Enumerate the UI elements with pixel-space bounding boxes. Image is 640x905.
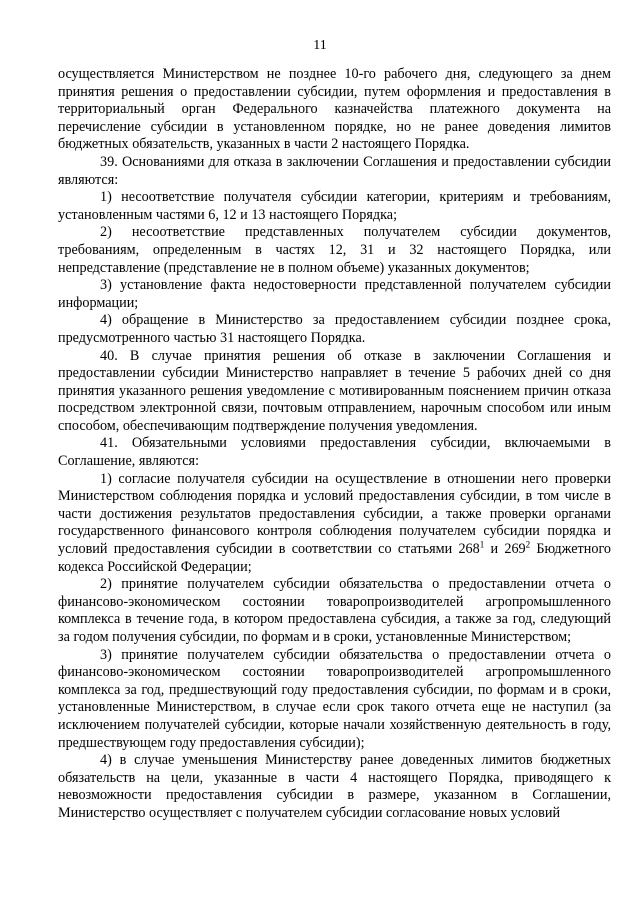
paragraph-41-item-1-end: Бюджетного кодекса Российской Федерации;: [58, 541, 612, 575]
page-number: 11: [313, 38, 327, 53]
paragraph-41-item-4: 4) в случае уменьшения Министерству ранее доведенных лимитов бюджетных обязательств на цели, указанные в части 4 настоящего Порядка, приводящего к невозможности предоставления субсидии в размере, указанном в Соглашении, Министерство осуществляет с получателем субсидии согласование новых условий: [58, 752, 611, 821]
paragraph-39-item-3: 3) установление факта недостоверности представленной получателем субсидии информации;: [58, 277, 611, 311]
paragraph-41-item-2: 2) принятие получателем субсидии обязательства о предоставлении отчета о финансово-экономическом состоянии товаропроизводителей агропромышленного комплекса в течение года, в котором предоставлена субсидия, а также за год, следующий за годом получения субсидии, по формам и в сроки, установленные Министерством;: [58, 576, 611, 645]
paragraph-continuation: осуществляется Министерством не позднее 10-го рабочего дня, следующего за днем принятия решения о предоставлении субсидии, путем оформления и предоставления в территориальный орган Федерального казначейства платежного документа на перечисление субсидии в установленном порядке, но не ранее доведения лимитов бюджетных обязательств, указанных в части 2 настоящего Порядка.: [58, 66, 611, 153]
footnote-sup-2: 2: [525, 539, 531, 550]
paragraph-39-item-4: 4) обращение в Министерство за предоставлением субсидии позднее срока, предусмотренного частью 31 настоящего Порядка.: [58, 312, 611, 346]
paragraph-41-item-1-mid: и 269: [484, 541, 526, 558]
paragraph-41-item-1: [58, 471, 611, 577]
paragraph-41-item-3: 3) принятие получателем субсидии обязательства о предоставлении отчета о финансово-экономическом состоянии товаропроизводителей агропромышленного комплекса за год, предшествующий году предоставления субсидии, по формам и в сроки, установленные Министерством, в случае если срок такого отчета еще не наступил (за исключением получателей субсидии, которые начали хозяйственную деятельность в году, предшествующем году предоставления субсидии);: [58, 646, 611, 751]
paragraph-39: 39. Основаниями для отказа в заключении Соглашения и предоставлении субсидии являются:: [58, 153, 611, 188]
paragraph-41: 41. Обязательными условиями предоставления субсидии, включаемыми в Соглашение, являются:: [58, 435, 611, 470]
footnote-sup-1: 1: [479, 539, 485, 550]
paragraph-40: 40. В случае принятия решения об отказе в заключении Соглашения и предоставлении субсидии Министерство направляет в течение 5 рабочих дней со дня принятия указанного решения уведомление с мотивированным пояснением причин отказа посредством электронной связи, почтовым отправлением, нарочным способом или иным способом, обеспечивающим подтверждение получения уведомления.: [58, 347, 611, 434]
document-body: [58, 66, 611, 823]
paragraph-39-item-1: 1) несоответствие получателя субсидии категории, критериям и требованиям, установленным частями 6, 12 и 13 настоящего Порядка;: [58, 189, 611, 223]
paragraph-41-item-1-text: 1) согласие получателя субсидии на осуществление в отношении него проверки Министерством соблюдения порядка и условий предоставления субсидии, в том числе в части достижения результатов предоставления субсидии, а также проверки органами государственного финансового контроля соблюдения получателем субсидии порядка и условий предоставления субсидии в соответствии со статьями 268: [58, 470, 611, 558]
paragraph-39-item-2: 2) несоответствие представленных получателем субсидии документов, требованиям, определенным в частях 12, 31 и 32 настоящего Порядка, или непредставление (представление не в полном объеме) указанных документов;: [58, 224, 611, 276]
